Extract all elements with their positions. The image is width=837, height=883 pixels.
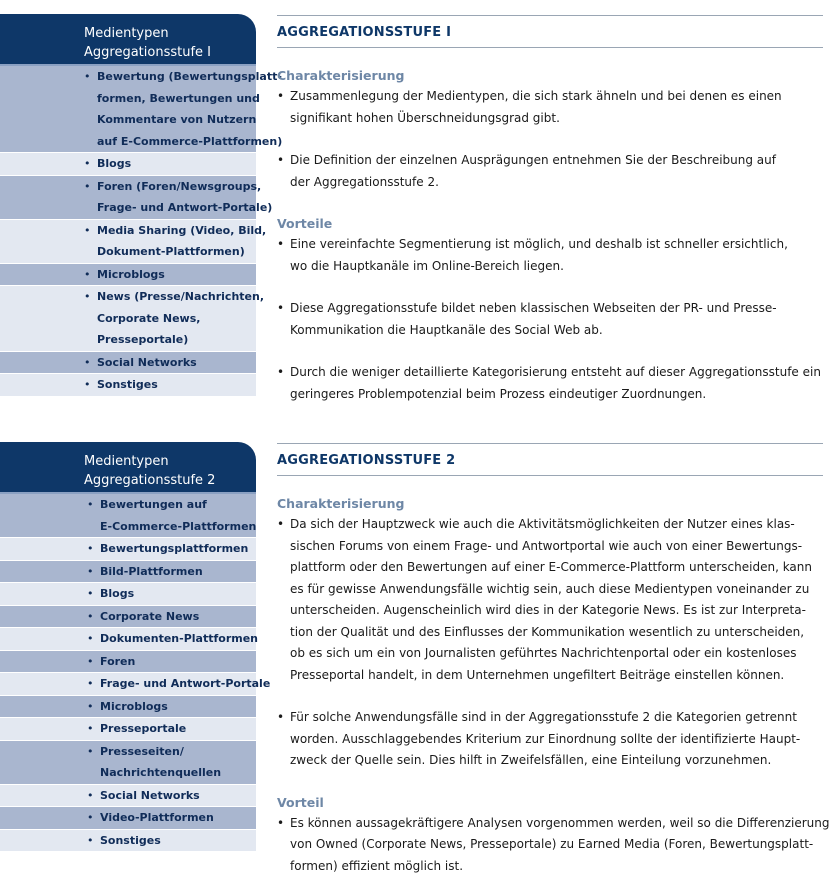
bullet-icon: • [87, 788, 94, 802]
paragraph-spacer [277, 341, 823, 362]
sidebar-item-text: Dokument-Plattformen) [97, 245, 245, 258]
sidebar-item-text: Blogs [97, 157, 132, 170]
sidebar-item-text: Presseseiten/ [100, 744, 184, 758]
sidebar-item-text: Blogs [100, 587, 135, 600]
sidebar-item-text: Microblogs [97, 267, 165, 281]
sidebar-item-text: Dokumenten-Plattformen [100, 632, 258, 645]
sidebar-item-text: Presseportale [100, 722, 187, 735]
bullet-icon: • [84, 355, 91, 369]
section-title: AGGREGATIONSSTUFE 2 [277, 443, 823, 476]
paragraph-line: unterscheiden. Augenscheinlich wird dies in der Kategorie News. Es ist zur Interpreta- [290, 603, 806, 617]
sidebar-aggregationsstufe-2 [0, 442, 271, 852]
paragraph-line: Die Definition der einzelnen Ausprägungen entnehmen Sie der Beschreibung auf [290, 153, 776, 167]
sidebar-list-item [0, 583, 256, 606]
paragraph-line: sischen Forums von einem Frage- und Antwortportal wie auch von einer Bewertungs- [290, 538, 803, 553]
sidebar-list-item [0, 807, 256, 830]
bullet-icon: • [84, 267, 91, 281]
paragraph-line: der Aggregationsstufe 2. [290, 174, 439, 189]
block-spacer [277, 193, 823, 214]
sidebar-item-text: Social Networks [97, 355, 197, 369]
block-spacer [277, 772, 823, 793]
sidebar-item-text: Sonstiges [97, 378, 158, 391]
sidebar-list-item [0, 494, 256, 538]
bullet-icon: • [87, 587, 94, 600]
bullet-icon: • [87, 609, 94, 623]
paragraph-line: Da sich der Hauptzweck wie auch die Aktivitätsmöglichkeiten der Nutzer eines klas- [290, 517, 795, 531]
section-title: AGGREGATIONSSTUFE I [277, 15, 823, 48]
block-heading: Charakterisierung [277, 496, 405, 511]
paragraph-line: signifikant hohen Überschneidungsgrad gibt. [290, 110, 560, 125]
block-heading: Vorteile [277, 216, 333, 231]
sidebar-list-item [0, 830, 256, 853]
sidebar-title-line: Aggregationsstufe I [84, 45, 211, 60]
paragraph-spacer [277, 277, 823, 298]
sidebar-list-item [0, 66, 283, 153]
bullet-icon: • [87, 811, 94, 824]
paragraph-line: Diese Aggregationsstufe bildet neben klassischen Webseiten der PR- und Presse- [290, 301, 777, 315]
sidebar-item-text: Bewertungsplattformen [100, 542, 249, 555]
sidebar-item-text: Kommentare von Nutzern [97, 113, 257, 126]
paragraph-line: worden. Ausschlaggebendes Kriterium zur Einordnung sollte der identifizierte Haupt- [290, 731, 801, 746]
section-body [277, 48, 823, 405]
sidebar-list-item [0, 696, 256, 719]
content-section-1 [277, 15, 823, 405]
paragraph-line: von Owned (Corporate News, Presseportale) zu Earned Media (Foren, Bewertungsplatt- [290, 837, 814, 851]
bullet-icon: • [277, 517, 285, 531]
sidebar-item-text: E-Commerce-Plattformen [100, 519, 257, 533]
bullet-icon: • [277, 301, 285, 315]
bullet-icon: • [87, 699, 94, 713]
bullet-icon: • [84, 70, 91, 83]
paragraph-line: formen) effizient möglich ist. [290, 858, 464, 873]
bullet-icon: • [277, 153, 285, 167]
paragraph-line: Zusammenlegung der Medientypen, die sich stark ähneln und bei denen es einen [290, 89, 782, 103]
bullet-icon: • [87, 677, 94, 690]
bullet-icon: • [84, 290, 91, 303]
sidebar-item-text: Nachrichtenquellen [100, 766, 222, 779]
sidebar-item-text: Bewertung (Bewertungsplatt- [97, 70, 282, 83]
bullet-icon: • [87, 632, 94, 645]
sidebar-list-item [0, 153, 256, 176]
sidebar-item-text: Frage- und Antwort-Portale [100, 677, 271, 690]
sidebar-list-item [0, 374, 256, 397]
sidebar-item-text: Social Networks [100, 788, 200, 802]
sidebar-list-item [0, 220, 267, 264]
paragraph-line: Presseportal handelt, in dem Unternehmen ungefiltert Beiträge einstellen können. [290, 667, 785, 682]
bullet-icon: • [87, 833, 94, 847]
bullet-icon: • [87, 722, 94, 735]
sidebar-list-item [0, 673, 271, 696]
bullet-icon: • [84, 157, 91, 170]
paragraph-line: Eine vereinfachte Segmentierung ist möglich, und deshalb ist schneller ersichtlich, [290, 237, 788, 251]
sidebar-list-item [0, 718, 256, 741]
bullet-paragraph [277, 298, 823, 341]
paragraph-line: Kommunikation die Hauptkanäle des Social Web ab. [290, 322, 603, 337]
sidebar-item-text: formen, Bewertungen und [97, 91, 260, 105]
bullet-paragraph [277, 234, 823, 277]
sidebar-item-text: Foren [100, 654, 136, 668]
sidebar-list-item [0, 606, 256, 629]
sidebar-item-text: Corporate News [100, 609, 200, 623]
paragraph-line: tion der Qualität und des Einflusses der Kommunikation wesentlich zu unterscheiden, [290, 624, 805, 639]
paragraph-line: ob es sich um ein von Journalisten geführtes Nachrichtenportal oder ein kostenloses [290, 646, 797, 660]
sidebar-list-item [0, 741, 256, 785]
sidebar-list-item [0, 651, 256, 674]
paragraph-line: wo die Hauptkanäle im Online-Bereich liegen. [290, 258, 564, 273]
sidebar-title-line: Aggregationsstufe 2 [84, 473, 216, 488]
bullet-paragraph [277, 813, 830, 878]
paragraph-line: plattform oder den Bewertungen auf einer E-Commerce-Plattform unterscheiden, kann [290, 560, 812, 574]
sidebar-item-text: Video-Plattformen [100, 811, 214, 824]
bullet-icon: • [87, 498, 94, 511]
sidebar-list-item [0, 538, 256, 561]
sidebar-list-item [0, 785, 256, 808]
sidebar-item-text: Corporate News, [97, 311, 201, 325]
bullet-paragraph [277, 707, 823, 772]
sidebar-item-text: Frage- und Antwort-Portale) [97, 201, 273, 214]
sidebar-list-item [0, 561, 256, 584]
bullet-icon: • [277, 89, 285, 103]
bullet-icon: • [87, 542, 94, 555]
bullet-icon: • [87, 564, 94, 578]
bullet-icon: • [277, 365, 285, 379]
bullet-icon: • [87, 744, 94, 758]
sidebar-item-text: News (Presse/Nachrichten, [97, 290, 265, 303]
paragraph-line: Durch die weniger detaillierte Kategorisierung entsteht auf dieser Aggregationsstufe ein [290, 365, 821, 379]
paragraph-line: Es können aussagekräftigere Analysen vorgenommen werden, weil so die Differenzierung [290, 815, 830, 830]
bullet-icon: • [87, 654, 94, 668]
content-section-2 [277, 443, 830, 877]
sidebar-list [0, 494, 271, 852]
bullet-paragraph [277, 150, 823, 193]
bullet-paragraph [277, 514, 823, 686]
sidebar-item-text: Foren (Foren/Newsgroups, [97, 179, 262, 193]
block-heading: Charakterisierung [277, 68, 405, 83]
sidebar-item-text: Bild-Plattformen [100, 564, 203, 578]
sidebar-list-item [0, 176, 273, 220]
sidebar-header [0, 442, 256, 494]
paragraph-line: zweck der Quelle sein. Dies hilft in Zweifelsfällen, eine Einteilung vorzunehmen. [290, 753, 772, 767]
sidebar-header [0, 14, 256, 66]
paragraph-line: es für gewisse Anwendungsfälle wichtig sein, auch diese Medientypen voneinander zu [290, 581, 810, 596]
bullet-icon: • [277, 710, 285, 724]
sidebar-list-item [0, 264, 256, 287]
bullet-icon: • [84, 179, 91, 193]
bullet-icon: • [277, 237, 285, 251]
sidebar-list [0, 66, 283, 397]
bullet-paragraph [277, 86, 823, 129]
bullet-icon: • [84, 378, 91, 391]
sidebar-item-text: Microblogs [100, 699, 168, 713]
sidebar-title-line: Medientypen [84, 26, 169, 41]
section-body [277, 476, 830, 877]
sidebar-aggregationsstufe-1 [0, 14, 283, 397]
sidebar-item-text: Media Sharing (Video, Bild, [97, 223, 267, 237]
sidebar-list-item [0, 352, 256, 375]
block-heading: Vorteil [277, 794, 324, 810]
sidebar-item-text: Sonstiges [100, 833, 161, 847]
sidebar-item-text: Bewertungen auf [100, 498, 207, 511]
sidebar-item-text: Presseportale) [97, 333, 189, 346]
sidebar-item-text: auf E-Commerce-Plattformen) [97, 134, 283, 148]
paragraph-line: Für solche Anwendungsfälle sind in der Aggregationsstufe 2 die Kategorien getrennt [290, 710, 797, 724]
paragraph-line: geringeres Problempotenzial beim Prozess eindeutiger Zuordnungen. [290, 386, 707, 401]
sidebar-list-item [0, 286, 265, 352]
sidebar-title-line: Medientypen [84, 454, 169, 469]
sidebar-list-item [0, 628, 256, 651]
paragraph-spacer [277, 129, 823, 150]
bullet-paragraph [277, 362, 823, 405]
paragraph-spacer [277, 686, 823, 707]
bullet-icon: • [277, 815, 285, 830]
bullet-icon: • [84, 223, 91, 237]
